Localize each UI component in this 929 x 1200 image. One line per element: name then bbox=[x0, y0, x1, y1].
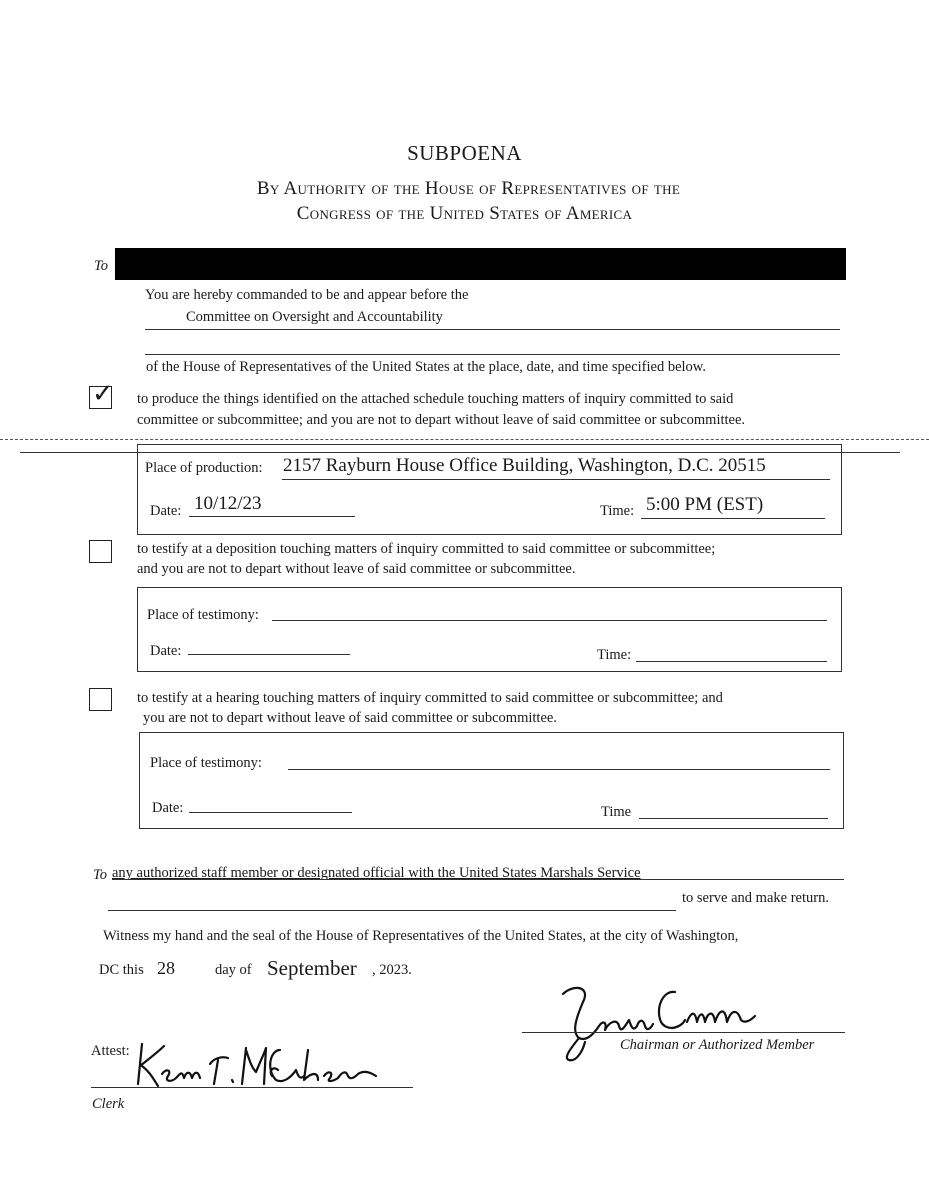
production-date-line bbox=[189, 516, 355, 517]
authority-line-2: Congress of the United States of America bbox=[296, 203, 633, 224]
hearing-time-line bbox=[639, 818, 828, 819]
document-title: SUBPOENA bbox=[407, 141, 522, 165]
deposition-place-line bbox=[272, 620, 827, 621]
hearing-text-2: you are not to depart without leave of said committee or subcommittee. bbox=[143, 710, 557, 726]
service-to-text: any authorized staff member or designated official with the United States Marshals Service bbox=[112, 865, 641, 881]
chairman-caption: Chairman or Authorized Member bbox=[620, 1037, 815, 1053]
deposition-box bbox=[137, 587, 842, 672]
deposition-text-2: and you are not to depart without leave of said committee or subcommittee. bbox=[137, 561, 576, 577]
deposition-date-line bbox=[188, 654, 350, 655]
checkmark-icon: ✓ bbox=[92, 379, 114, 409]
deposition-place-label: Place of testimony: bbox=[147, 607, 259, 623]
attest-label: Attest: bbox=[91, 1043, 130, 1059]
dc-this-label: DC this bbox=[99, 962, 144, 978]
to-label: To bbox=[94, 258, 108, 274]
deposition-text-1: to testify at a deposition touching matters of inquiry committed to said committee or subcommittee; bbox=[137, 541, 716, 557]
deposition-date-label: Date: bbox=[150, 643, 182, 659]
service-to-label: To bbox=[93, 867, 107, 883]
production-time-label: Time: bbox=[600, 503, 635, 519]
production-time-value: 5:00 PM (EST) bbox=[646, 494, 764, 515]
witness-text: Witness my hand and the seal of the House of Representatives of the United States, at the city of Washington, bbox=[103, 928, 739, 944]
place-of-production-label: Place of production: bbox=[145, 460, 263, 476]
redacted-recipient bbox=[115, 248, 846, 280]
production-time-line bbox=[641, 518, 825, 519]
witness-month: September bbox=[267, 956, 357, 980]
production-text-1: to produce the things identified on the attached schedule touching matters of inquiry committed to said bbox=[137, 391, 734, 407]
hearing-checkbox[interactable] bbox=[89, 688, 112, 711]
day-of-label: day of bbox=[215, 962, 252, 978]
production-date-label: Date: bbox=[150, 503, 182, 519]
production-date-value: 10/12/23 bbox=[194, 493, 262, 514]
witness-year: , 2023. bbox=[372, 962, 412, 978]
hearing-date-line bbox=[189, 812, 352, 813]
committee-name: Committee on Oversight and Accountability bbox=[186, 309, 443, 325]
chairman-line bbox=[522, 1032, 845, 1033]
place-of-production-value: 2157 Rayburn House Office Building, Washington, D.C. 20515 bbox=[283, 455, 766, 476]
attest-signature bbox=[132, 1036, 382, 1092]
serve-text: to serve and make return. bbox=[682, 890, 829, 906]
blank-line bbox=[145, 354, 840, 355]
authority-line-1: By Authority of the House of Representatives of the bbox=[256, 178, 681, 199]
commanded-text: You are hereby commanded to be and appear before the bbox=[145, 287, 469, 303]
attest-line bbox=[91, 1087, 413, 1088]
hearing-text-1: to testify at a hearing touching matters of inquiry committed to said committee or subcommittee; and bbox=[137, 690, 723, 706]
service-blank-line bbox=[108, 910, 676, 911]
fold-line bbox=[0, 439, 929, 440]
production-text-2: committee or subcommittee; and you are not to depart without leave of said committee or subcommittee. bbox=[137, 412, 746, 428]
hearing-date-label: Date: bbox=[152, 800, 184, 816]
hearing-box bbox=[139, 732, 844, 829]
place-line bbox=[282, 479, 830, 480]
service-line bbox=[112, 879, 844, 880]
witness-day: 28 bbox=[157, 958, 175, 978]
hearing-place-line bbox=[288, 769, 830, 770]
deposition-checkbox[interactable] bbox=[89, 540, 112, 563]
of-house-text: of the House of Representatives of the United States at the place, date, and time specified below. bbox=[146, 359, 706, 375]
deposition-time-line bbox=[636, 661, 827, 662]
hearing-time-label: Time bbox=[601, 804, 632, 820]
hearing-place-label: Place of testimony: bbox=[150, 755, 262, 771]
production-checkbox[interactable] bbox=[89, 379, 114, 409]
clerk-caption: Clerk bbox=[92, 1096, 125, 1112]
deposition-time-label: Time: bbox=[597, 647, 632, 663]
committee-line bbox=[145, 329, 840, 330]
